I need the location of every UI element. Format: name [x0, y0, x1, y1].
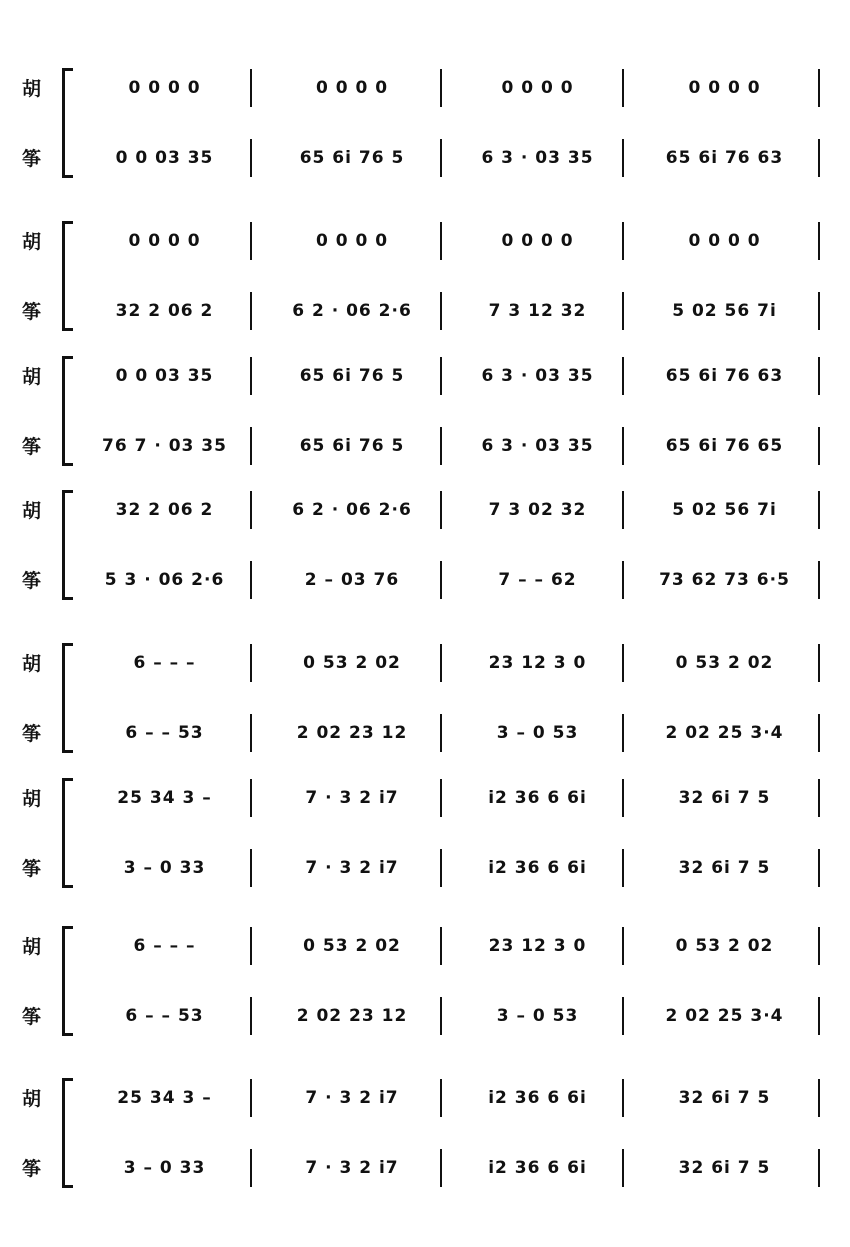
measure: 3 – 0 33 — [123, 858, 206, 878]
system-7 — [0, 918, 850, 1048]
staff-hu — [0, 643, 850, 683]
measure: 7 · 3 2 i7 — [305, 1158, 399, 1178]
measure: 6 3 · 03 35 — [481, 148, 594, 168]
measure: 6 – – 53 — [125, 1006, 204, 1026]
barline — [250, 997, 252, 1035]
measure: 65 6i 76 5 — [299, 148, 405, 168]
measure: 25 34 3 – — [117, 788, 212, 808]
measure: 65 6i 76 63 — [665, 148, 784, 168]
measure: 65 6i 76 5 — [299, 436, 405, 456]
barline — [622, 927, 624, 965]
measure: 32 2 06 2 — [115, 500, 214, 520]
system-3 — [0, 348, 850, 478]
instrument-label-zheng: 筝 — [22, 858, 42, 880]
barline — [440, 427, 442, 465]
measure: 0 0 03 35 — [115, 148, 214, 168]
measure: 0 53 2 02 — [303, 653, 401, 673]
measure: 0 0 0 0 — [501, 231, 574, 251]
system-1 — [0, 60, 850, 190]
barline — [440, 997, 442, 1035]
barline — [622, 714, 624, 752]
barline — [818, 561, 820, 599]
system-2 — [0, 213, 850, 343]
barline — [440, 491, 442, 529]
barline — [818, 491, 820, 529]
measure: 6 2 · 06 2·6 — [292, 500, 412, 520]
barline — [622, 357, 624, 395]
instrument-label-zheng: 筝 — [22, 436, 42, 458]
barline — [622, 427, 624, 465]
barline — [250, 427, 252, 465]
barline — [622, 1079, 624, 1117]
instrument-label-hu: 胡 — [22, 78, 42, 100]
measure: 2 – 03 76 — [304, 570, 400, 590]
measure: 3 – 0 53 — [496, 723, 579, 743]
measure: 7 · 3 2 i7 — [305, 858, 399, 878]
measure: 73 62 73 6·5 — [659, 570, 790, 590]
measure: 0 0 0 0 — [501, 78, 574, 98]
barline — [440, 139, 442, 177]
measure: 0 53 2 02 — [675, 936, 774, 956]
measure: 0 0 0 0 — [688, 231, 761, 251]
barline — [250, 644, 252, 682]
barline — [622, 779, 624, 817]
instrument-label-hu: 胡 — [22, 788, 42, 810]
measure: 23 12 3 0 — [488, 653, 587, 673]
measure: 7 3 12 32 — [488, 301, 587, 321]
measure: 7 · 3 2 i7 — [305, 1088, 399, 1108]
barline — [250, 927, 252, 965]
staff-zheng — [0, 560, 850, 600]
staff-hu — [0, 68, 850, 108]
measure: i2 36 6 6i — [488, 788, 587, 808]
instrument-label-hu: 胡 — [22, 366, 42, 388]
staff-hu — [0, 778, 850, 818]
instrument-label-zheng: 筝 — [22, 301, 42, 323]
barline — [818, 927, 820, 965]
barline — [250, 139, 252, 177]
barline — [622, 491, 624, 529]
measure: 65 6i 76 65 — [665, 436, 784, 456]
barline — [818, 69, 820, 107]
barline — [250, 1079, 252, 1117]
barline — [818, 357, 820, 395]
instrument-label-hu: 胡 — [22, 1088, 42, 1110]
measure: 7 3 02 32 — [488, 500, 587, 520]
measure: 7 – – 62 — [498, 570, 577, 590]
barline — [440, 292, 442, 330]
system-8 — [0, 1070, 850, 1200]
barline — [440, 357, 442, 395]
measure: 6 2 · 06 2·6 — [292, 301, 412, 321]
barline — [622, 139, 624, 177]
measure: 6 3 · 03 35 — [481, 366, 594, 386]
measure: 0 0 0 0 — [128, 78, 201, 98]
instrument-label-zheng: 筝 — [22, 1006, 42, 1028]
measure: 6 3 · 03 35 — [481, 436, 594, 456]
measure: i2 36 6 6i — [488, 858, 587, 878]
barline — [250, 222, 252, 260]
barline — [250, 292, 252, 330]
barline — [818, 997, 820, 1035]
instrument-label-zheng: 筝 — [22, 148, 42, 170]
instrument-label-hu: 胡 — [22, 653, 42, 675]
barline — [250, 849, 252, 887]
measure: 32 6i 7 5 — [678, 1088, 771, 1108]
staff-hu — [0, 1078, 850, 1118]
system-6 — [0, 770, 850, 900]
barline — [622, 69, 624, 107]
instrument-label-zheng: 筝 — [22, 570, 42, 592]
measure: 23 12 3 0 — [488, 936, 587, 956]
measure: 7 · 3 2 i7 — [305, 788, 399, 808]
barline — [818, 139, 820, 177]
system-5 — [0, 635, 850, 765]
barline — [250, 357, 252, 395]
barline — [440, 69, 442, 107]
barline — [250, 714, 252, 752]
measure: 0 0 0 0 — [688, 78, 761, 98]
barline — [622, 644, 624, 682]
staff-zheng — [0, 426, 850, 466]
measure: 65 6i 76 63 — [665, 366, 784, 386]
barline — [622, 1149, 624, 1187]
measure: 0 53 2 02 — [303, 936, 401, 956]
instrument-label-hu: 胡 — [22, 231, 42, 253]
staff-zheng — [0, 713, 850, 753]
barline — [818, 1149, 820, 1187]
barline — [818, 427, 820, 465]
measure: i2 36 6 6i — [488, 1088, 587, 1108]
measure: 5 02 56 7i — [672, 500, 777, 520]
instrument-label-hu: 胡 — [22, 936, 42, 958]
measure: 0 0 0 0 — [315, 78, 389, 98]
barline — [622, 292, 624, 330]
measure: 65 6i 76 5 — [299, 366, 405, 386]
staff-zheng — [0, 291, 850, 331]
barline — [250, 491, 252, 529]
staff-hu — [0, 926, 850, 966]
measure: 2 02 25 3·4 — [665, 723, 784, 743]
barline — [622, 222, 624, 260]
barline — [818, 779, 820, 817]
staff-zheng — [0, 996, 850, 1036]
barline — [440, 644, 442, 682]
barline — [818, 1079, 820, 1117]
system-4 — [0, 482, 850, 612]
staff-hu — [0, 356, 850, 396]
instrument-label-zheng: 筝 — [22, 1158, 42, 1180]
measure: 6 – – – — [133, 936, 196, 956]
barline — [818, 644, 820, 682]
barline — [250, 561, 252, 599]
measure: 76 7 · 03 35 — [102, 436, 227, 456]
measure: 3 – 0 53 — [496, 1006, 579, 1026]
measure: 2 02 25 3·4 — [665, 1006, 784, 1026]
measure: 32 6i 7 5 — [678, 788, 771, 808]
measure: 6 – – 53 — [125, 723, 204, 743]
staff-zheng — [0, 848, 850, 888]
measure: 5 3 · 06 2·6 — [104, 570, 225, 590]
staff-hu — [0, 221, 850, 261]
barline — [250, 779, 252, 817]
barline — [440, 849, 442, 887]
measure: i2 36 6 6i — [488, 1158, 587, 1178]
measure: 0 0 03 35 — [115, 366, 214, 386]
barline — [250, 69, 252, 107]
measure: 2 02 23 12 — [296, 1006, 408, 1026]
measure: 5 02 56 7i — [672, 301, 777, 321]
barline — [250, 1149, 252, 1187]
barline — [440, 714, 442, 752]
barline — [622, 997, 624, 1035]
barline — [440, 927, 442, 965]
barline — [622, 849, 624, 887]
measure: 0 0 0 0 — [315, 231, 389, 251]
staff-zheng — [0, 1148, 850, 1188]
measure: 32 6i 7 5 — [678, 1158, 771, 1178]
measure: 0 53 2 02 — [675, 653, 774, 673]
staff-zheng — [0, 138, 850, 178]
measure: 25 34 3 – — [117, 1088, 212, 1108]
barline — [440, 779, 442, 817]
barline — [440, 1149, 442, 1187]
barline — [818, 292, 820, 330]
staff-hu — [0, 490, 850, 530]
measure: 3 – 0 33 — [123, 1158, 206, 1178]
instrument-label-zheng: 筝 — [22, 723, 42, 745]
barline — [440, 561, 442, 599]
barline — [440, 1079, 442, 1117]
measure: 32 6i 7 5 — [678, 858, 771, 878]
measure: 32 2 06 2 — [115, 301, 214, 321]
measure: 6 – – – — [133, 653, 196, 673]
barline — [440, 222, 442, 260]
measure: 2 02 23 12 — [296, 723, 408, 743]
instrument-label-hu: 胡 — [22, 500, 42, 522]
barline — [818, 849, 820, 887]
barline — [622, 561, 624, 599]
barline — [818, 222, 820, 260]
measure: 0 0 0 0 — [128, 231, 201, 251]
barline — [818, 714, 820, 752]
